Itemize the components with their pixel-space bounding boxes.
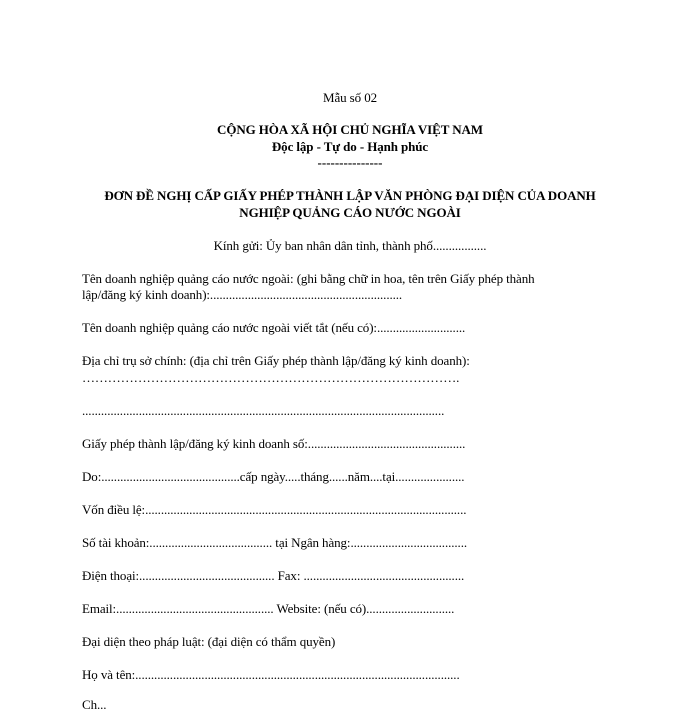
motto: Độc lập - Tự do - Hạnh phúc [271, 139, 429, 154]
document-title-line2: NGHIỆP QUẢNG CÁO NƯỚC NGOÀI [239, 205, 461, 220]
form-number: Mẫu số 02 [323, 90, 377, 105]
address-line1: Địa chỉ trụ sở chính: (địa chỉ trên Giấy phép thành lập/đăng ký kinh doanh): [82, 353, 470, 368]
company-abbreviation: Tên doanh nghiệp quảng cáo nước ngoài viết tắt (nếu có):............................ [82, 320, 466, 335]
document-title-line1: ĐƠN ĐỀ NGHỊ CẤP GIẤY PHÉP THÀNH LẬP VĂN PHÒNG ĐẠI DIỆN CỦA DOANH [104, 188, 596, 203]
issued-by: Do:............................................cấp ngày.....tháng......năm....tại...................... [82, 469, 465, 484]
address-line3: ................................................................................................................... [82, 403, 445, 418]
full-name: Họ và tên:....................................................................................................... [82, 667, 460, 682]
company-name-line2: lập/đăng ký kinh doanh):............................................................. [82, 287, 403, 302]
phone-fax: Điện thoại:........................................... Fax: ................................................... [82, 568, 465, 583]
charter-capital: Vốn điều lệ:...................................................................................................... [82, 502, 467, 517]
partial-next-line: Ch... [82, 697, 107, 712]
email-website: Email:.................................................. Website: (nếu có)............................ [82, 601, 455, 616]
address-line2: ……………………………………………………………………………. [82, 370, 460, 385]
legal-representative: Đại diện theo pháp luật: (đại diện có thẩm quyền) [82, 634, 336, 649]
company-name-line1: Tên doanh nghiệp quảng cáo nước ngoài: (ghi bằng chữ in hoa, tên trên Giấy phép thành [82, 271, 535, 286]
separator: --------------- [317, 155, 383, 170]
recipient-line: Kính gửi: Ủy ban nhân dân tỉnh, thành phố................. [213, 238, 487, 253]
country-heading: CỘNG HÒA XÃ HỘI CHỦ NGHĨA VIỆT NAM [217, 122, 483, 137]
bank-account: Số tài khoản:....................................... tại Ngân hàng:..................................... [82, 535, 467, 550]
license-number: Giấy phép thành lập/đăng ký kinh doanh số:.................................................. [82, 436, 466, 451]
